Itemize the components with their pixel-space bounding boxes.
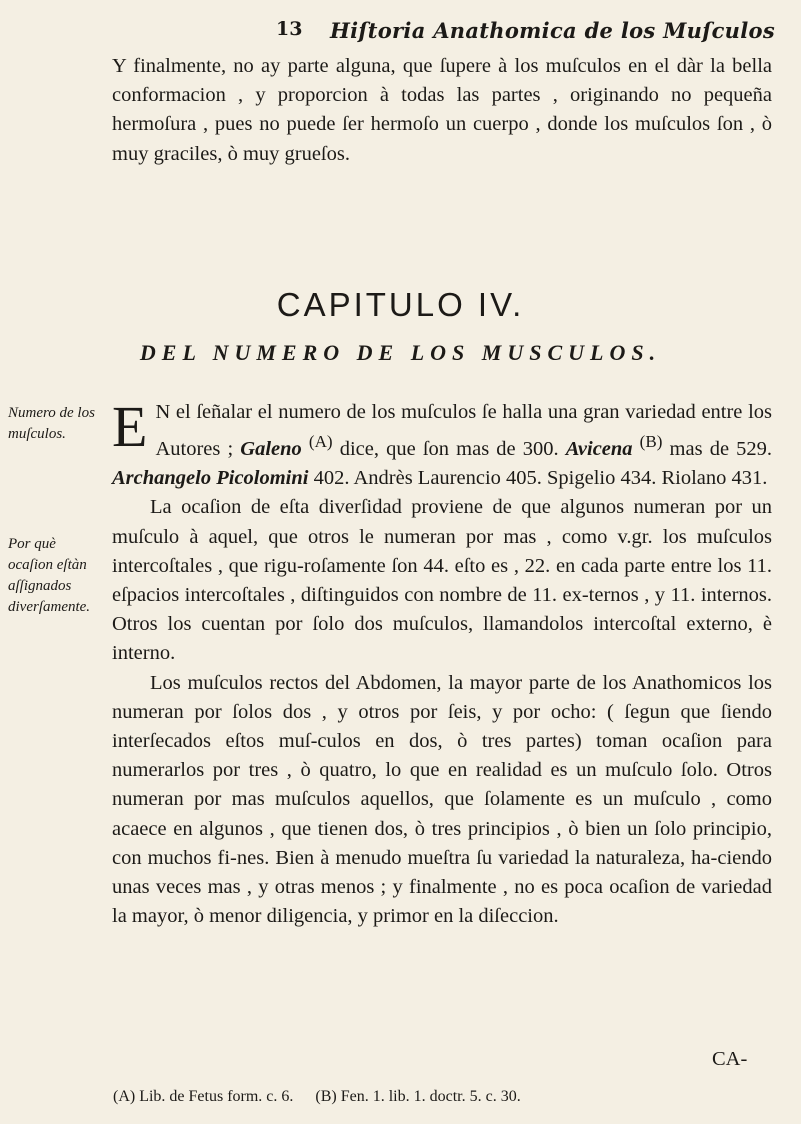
footnote-b: (B) Fen. 1. lib. 1. doctr. 5. c. 30. xyxy=(315,1088,521,1105)
margin-note-ocasion: Por què ocaſion eſtàn aſſignados diverſamente. xyxy=(8,536,91,615)
author-count: dice, que ſon mas de 300. xyxy=(332,438,566,461)
author-name: Archangelo Picolomini xyxy=(112,467,309,490)
page-number: 13 xyxy=(276,18,303,40)
intro-paragraph-block xyxy=(112,52,772,169)
author-name: Avicena xyxy=(565,438,633,461)
margin-note-numero: Numero de los muſculos. xyxy=(8,405,95,442)
paragraph-lead: N el ſeñalar el numero de los muſculos ſe halla una gran variedad entre los Autores ; xyxy=(155,401,772,461)
paragraph-abdomen: Los muſculos rectos del Abdomen, la mayor parte de los Anathomicos los numeran por ſolos dos , y otros por ſeis, y por ocho: ( ſegun que ſiendo interſecados eſtos muſ-culos en dos, ò tres partes) toman ocaſion para numerarlos por tres , ò quatro, lo que en realidad es un muſculo ſolo. Otros numeran por mas muſculos aquellos, que ſolamente es un muſculo , como acaece en algunos , que tienen dos, ò tres principios , ò bien un ſolo principio, con muchos fi-nes. Bien à menudo mueſtra ſu variedad la naturaleza, ha-ciendo unas veces mas , y otras menos ; y finalmente , no es poca ocaſion de variedad la mayor, ò menor diligencia, y primor en la diſeccion. xyxy=(112,671,772,928)
chapter-title: CAPITULO IV. xyxy=(276,286,525,323)
paragraph-authors xyxy=(112,394,773,493)
author-count: mas de 529. xyxy=(662,438,773,461)
drop-cap: E xyxy=(112,394,148,459)
chapter-body xyxy=(112,394,773,931)
chapter-subtitle: DEL NUMERO DE LOS MUSCULOS. xyxy=(139,340,662,365)
footnote-a: (A) Lib. de Fetus form. c. 6. xyxy=(113,1088,294,1105)
catchword: CA- xyxy=(712,1048,748,1070)
footnote-ref: (B) xyxy=(639,432,663,452)
paragraph-diversity: La ocaſion de eſta diverſidad proviene de que algunos numeran por un muſculo à aquel, que otros le numeran por mas , como v.gr. los muſculos intercoſtales , que rigu-roſamente ſon 44. eſto es , 22. en cada parte entre los 11. eſpacios intercoſtales , diſtinguidos con nombre de 11. ex-ternos , y 11. internos. Otros los cuentan por ſolo dos muſculos, llamandolos intercoſtal externo, è interno. xyxy=(112,496,772,665)
footnotes xyxy=(113,1088,793,1106)
footnote-ref: (A) xyxy=(308,432,333,452)
page-header xyxy=(0,18,801,48)
intro-paragraph: Y finalmente, no ay parte alguna, que ſupere à los muſculos en el dàr la bella conformacion , y proporcion à todas las partes , originando no pequeña hermoſura , pues no puede ſer hermoſo un cuerpo , donde los muſculos ſon , ò muy graciles, ò muy grueſos. xyxy=(112,55,772,165)
running-title: Hiſtoria Anathomica de los Muſculos xyxy=(330,18,775,43)
author-name: Galeno xyxy=(240,438,302,461)
author-count: 402. Andrès Laurencio 405. Spigelio 434. Riolano 431. xyxy=(308,467,768,490)
